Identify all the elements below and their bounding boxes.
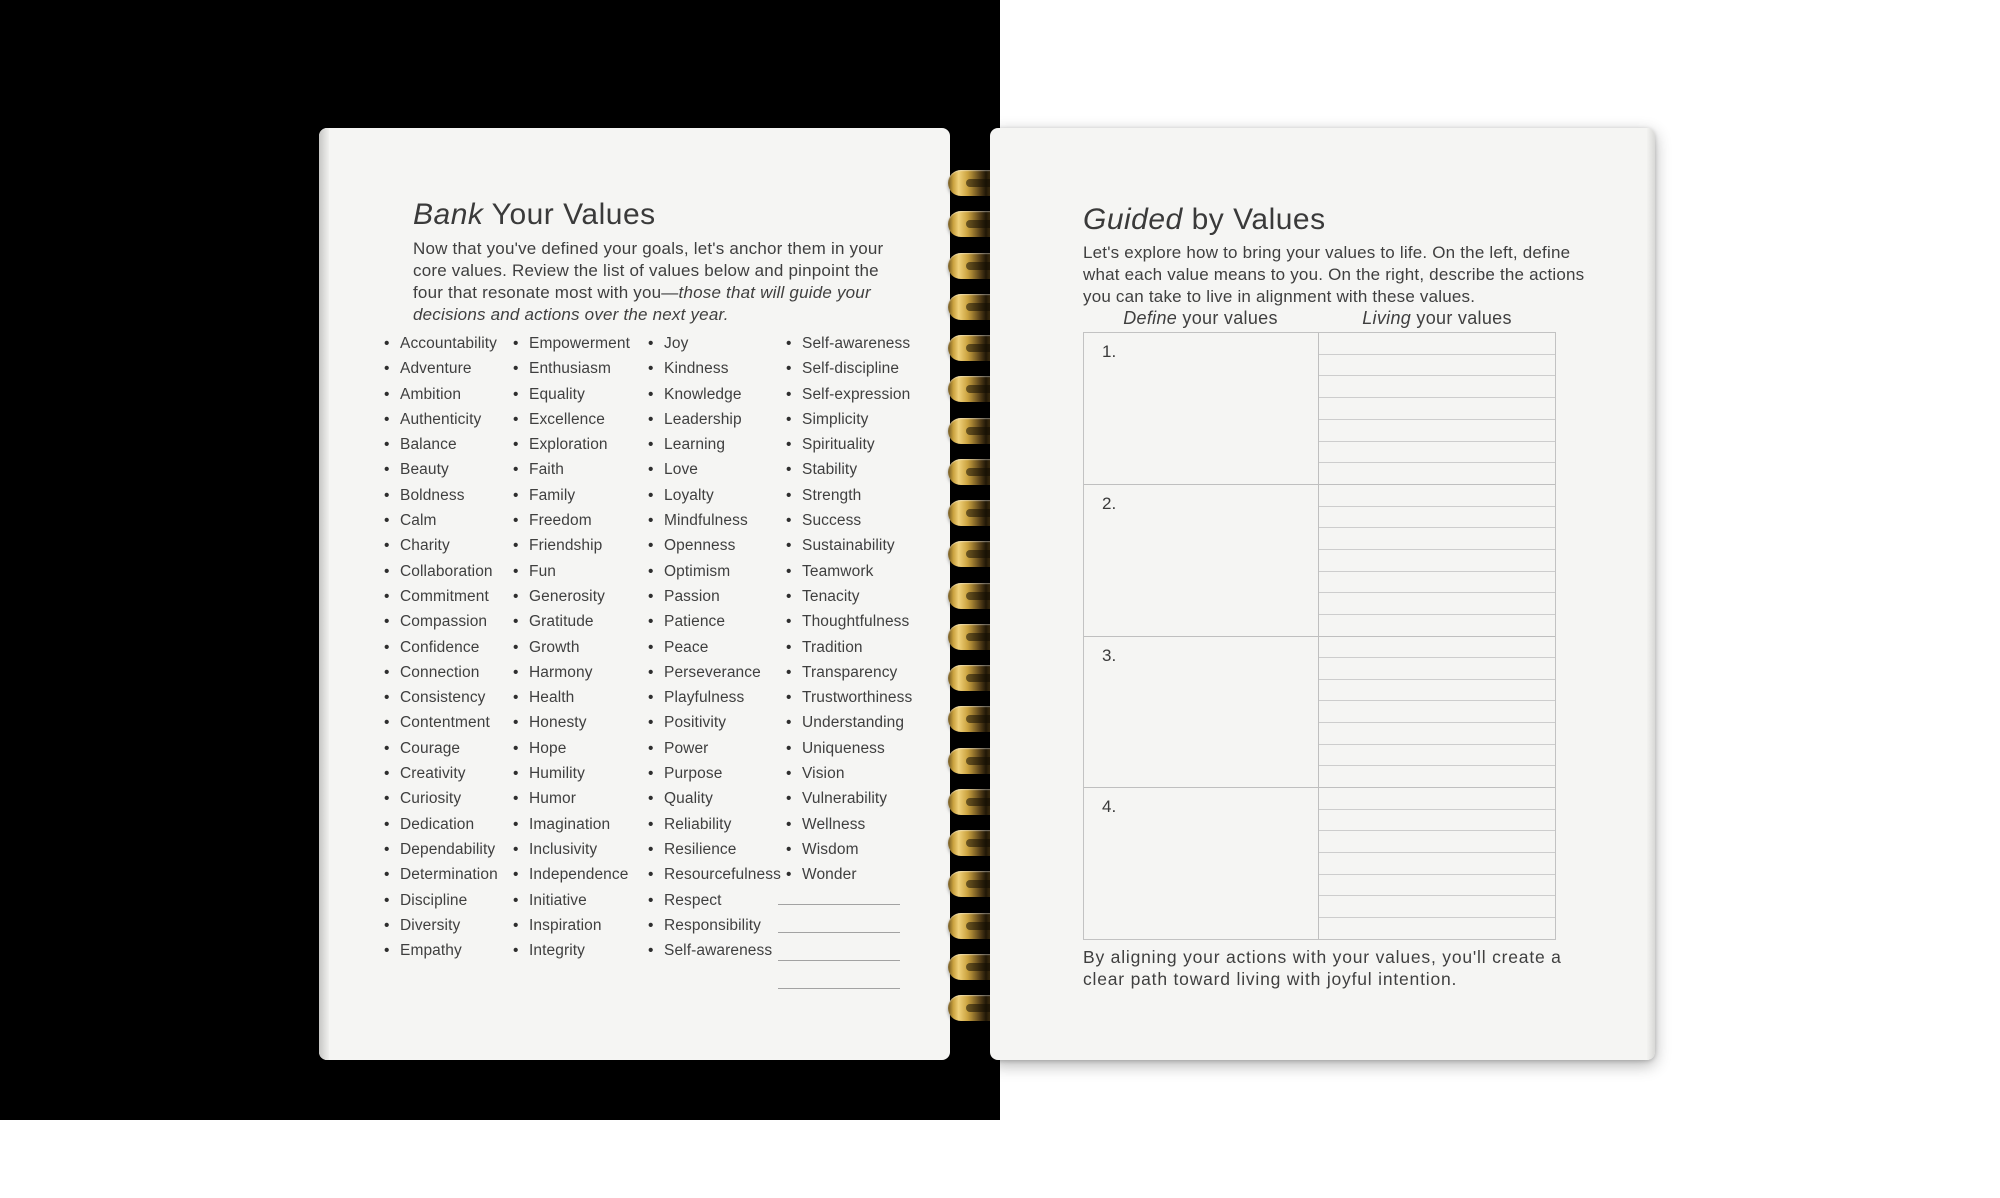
value-item: • Wonder [786, 862, 912, 887]
value-item: • Family [513, 483, 630, 508]
value-item: • Confidence [384, 635, 498, 660]
value-item: • Collaboration [384, 559, 498, 584]
ruled-line [1319, 398, 1555, 420]
ruled-line [1319, 853, 1555, 875]
value-item: • Consistency [384, 685, 498, 710]
ruled-line [1319, 333, 1555, 355]
ruled-line [1319, 701, 1555, 723]
value-item: • Commitment [384, 584, 498, 609]
table-headers [1083, 308, 1556, 329]
living-lines [1319, 788, 1555, 939]
values-column-3 [648, 331, 781, 963]
value-item: • Empathy [384, 938, 498, 963]
left-intro-italic: those that will guide your decisions and actions over the next year. [413, 283, 871, 324]
value-item: • Knowledge [648, 382, 781, 407]
values-worksheet-table [1083, 332, 1556, 940]
value-item: • Calm [384, 508, 498, 533]
value-item: • Ambition [384, 382, 498, 407]
value-item: • Resourcefulness [648, 862, 781, 887]
table-section [1084, 484, 1555, 636]
value-item: • Joy [648, 331, 781, 356]
value-item: • Excellence [513, 407, 630, 432]
value-item: • Reliability [648, 812, 781, 837]
value-item: • Success [786, 508, 912, 533]
define-cell: 1. [1084, 333, 1319, 484]
left-intro-normal: Now that you've defined your goals, let's anchor them in your core values. Review the list of values below and pinpoint the four that resonate most with you— [413, 239, 884, 302]
ruled-line [1319, 572, 1555, 594]
living-lines [1319, 485, 1555, 636]
living-lines [1319, 333, 1555, 484]
value-item: • Creativity [384, 761, 498, 786]
value-item: • Boldness [384, 483, 498, 508]
closing-note: By aligning your actions with your values, you'll create a clear path toward living with joyful intention. [1083, 947, 1562, 989]
ruled-line [1319, 766, 1555, 787]
ruled-line [1319, 723, 1555, 745]
value-item: • Self-discipline [786, 356, 912, 381]
value-item: • Humor [513, 786, 630, 811]
define-values-header [1083, 308, 1318, 329]
define-cell: 4. [1084, 788, 1319, 939]
value-item: • Accountability [384, 331, 498, 356]
value-item: • Understanding [786, 710, 912, 735]
define-cell: 3. [1084, 637, 1319, 788]
value-item: • Patience [648, 609, 781, 634]
value-item: • Leadership [648, 407, 781, 432]
left-title-rest: Your Values [483, 198, 656, 231]
write-in-line [778, 961, 900, 989]
value-item: • Optimism [648, 559, 781, 584]
value-item: • Openness [648, 533, 781, 558]
value-item: • Discipline [384, 888, 498, 913]
right-page [990, 128, 1655, 1060]
value-item: • Vision [786, 761, 912, 786]
value-item: • Quality [648, 786, 781, 811]
value-item: • Contentment [384, 710, 498, 735]
write-in-line [778, 905, 900, 933]
value-item: • Self-awareness [786, 331, 912, 356]
write-in-line [778, 933, 900, 961]
ruled-line [1319, 420, 1555, 442]
ruled-line [1319, 593, 1555, 615]
value-item: • Self-awareness [648, 938, 781, 963]
living-lines [1319, 637, 1555, 788]
value-item: • Responsibility [648, 913, 781, 938]
ruled-line [1319, 355, 1555, 377]
ruled-line [1319, 376, 1555, 398]
value-item: • Mindfulness [648, 508, 781, 533]
ruled-line [1319, 896, 1555, 918]
value-item: • Respect [648, 888, 781, 913]
value-item: • Equality [513, 382, 630, 407]
value-item: • Thoughtfulness [786, 609, 912, 634]
living-header-italic: Living [1362, 308, 1412, 328]
ruled-line [1319, 463, 1555, 484]
value-item: • Courage [384, 736, 498, 761]
left-page-intro [413, 238, 901, 326]
value-item: • Balance [384, 432, 498, 457]
ruled-line [1319, 788, 1555, 810]
value-item: • Determination [384, 862, 498, 887]
write-in-line [778, 877, 900, 905]
value-item: • Harmony [513, 660, 630, 685]
value-item: • Transparency [786, 660, 912, 685]
value-item: • Enthusiasm [513, 356, 630, 381]
ruled-line [1319, 485, 1555, 507]
define-header-italic: Define [1123, 308, 1178, 328]
value-item: • Generosity [513, 584, 630, 609]
value-item: • Initiative [513, 888, 630, 913]
value-item: • Empowerment [513, 331, 630, 356]
value-item: • Adventure [384, 356, 498, 381]
right-page-intro: Let's explore how to bring your values to life. On the left, define what each value means to you. On the right, describe the actions you can take to live in alignment with these values. [1083, 243, 1585, 306]
value-item: • Dedication [384, 812, 498, 837]
ruled-line [1319, 831, 1555, 853]
value-item: • Resilience [648, 837, 781, 862]
value-item: • Independence [513, 862, 630, 887]
value-item: • Fun [513, 559, 630, 584]
value-item: • Dependability [384, 837, 498, 862]
value-item: • Gratitude [513, 609, 630, 634]
value-item: • Freedom [513, 508, 630, 533]
value-item: • Inclusivity [513, 837, 630, 862]
value-item: • Inspiration [513, 913, 630, 938]
value-item: • Tenacity [786, 584, 912, 609]
value-item: • Integrity [513, 938, 630, 963]
value-item: • Vulnerability [786, 786, 912, 811]
value-item: • Wisdom [786, 837, 912, 862]
value-item: • Growth [513, 635, 630, 660]
value-item: • Learning [648, 432, 781, 457]
value-item: • Passion [648, 584, 781, 609]
value-item: • Authenticity [384, 407, 498, 432]
value-item: • Teamwork [786, 559, 912, 584]
ruled-line [1319, 810, 1555, 832]
define-cell: 2. [1084, 485, 1319, 636]
value-item: • Power [648, 736, 781, 761]
write-in-lines [778, 877, 900, 989]
value-item: • Spirituality [786, 432, 912, 457]
left-title-italic: Bank [413, 198, 484, 231]
left-page [319, 128, 950, 1060]
value-item: • Trustworthiness [786, 685, 912, 710]
values-column-4 [786, 331, 912, 888]
ruled-line [1319, 918, 1555, 939]
ruled-line [1319, 745, 1555, 767]
value-item: • Stability [786, 457, 912, 482]
right-title-rest: by Values [1182, 203, 1326, 236]
value-item: • Sustainability [786, 533, 912, 558]
ruled-line [1319, 680, 1555, 702]
table-section [1084, 333, 1555, 484]
right-page-title [1083, 203, 1326, 237]
value-item: • Peace [648, 635, 781, 660]
value-item: • Faith [513, 457, 630, 482]
living-header-rest: your values [1411, 308, 1512, 328]
value-item: • Simplicity [786, 407, 912, 432]
value-item: • Hope [513, 736, 630, 761]
value-item: • Honesty [513, 710, 630, 735]
value-item: • Loyalty [648, 483, 781, 508]
value-item: • Connection [384, 660, 498, 685]
value-item: • Beauty [384, 457, 498, 482]
value-item: • Strength [786, 483, 912, 508]
living-values-header [1318, 308, 1556, 329]
table-section [1084, 787, 1555, 939]
value-item: • Health [513, 685, 630, 710]
value-item: • Self-expression [786, 382, 912, 407]
value-item: • Curiosity [384, 786, 498, 811]
value-item: • Purpose [648, 761, 781, 786]
ruled-line [1319, 507, 1555, 529]
ruled-line [1319, 550, 1555, 572]
value-item: • Love [648, 457, 781, 482]
values-column-2 [513, 331, 630, 963]
values-column-1 [384, 331, 498, 963]
ruled-line [1319, 528, 1555, 550]
value-item: • Exploration [513, 432, 630, 457]
value-item: • Charity [384, 533, 498, 558]
ruled-line [1319, 442, 1555, 464]
value-item: • Compassion [384, 609, 498, 634]
value-item: • Uniqueness [786, 736, 912, 761]
table-section [1084, 636, 1555, 788]
value-item: • Diversity [384, 913, 498, 938]
value-item: • Humility [513, 761, 630, 786]
value-item: • Perseverance [648, 660, 781, 685]
value-item: • Playfulness [648, 685, 781, 710]
ruled-line [1319, 658, 1555, 680]
ruled-line [1319, 615, 1555, 636]
ruled-line [1319, 875, 1555, 897]
value-item: • Imagination [513, 812, 630, 837]
value-item: • Friendship [513, 533, 630, 558]
value-item: • Tradition [786, 635, 912, 660]
value-item: • Wellness [786, 812, 912, 837]
value-item: • Positivity [648, 710, 781, 735]
left-page-title [413, 198, 656, 232]
value-item: • Kindness [648, 356, 781, 381]
define-header-rest: your values [1177, 308, 1278, 328]
right-title-italic: Guided [1083, 203, 1183, 236]
ruled-line [1319, 637, 1555, 659]
